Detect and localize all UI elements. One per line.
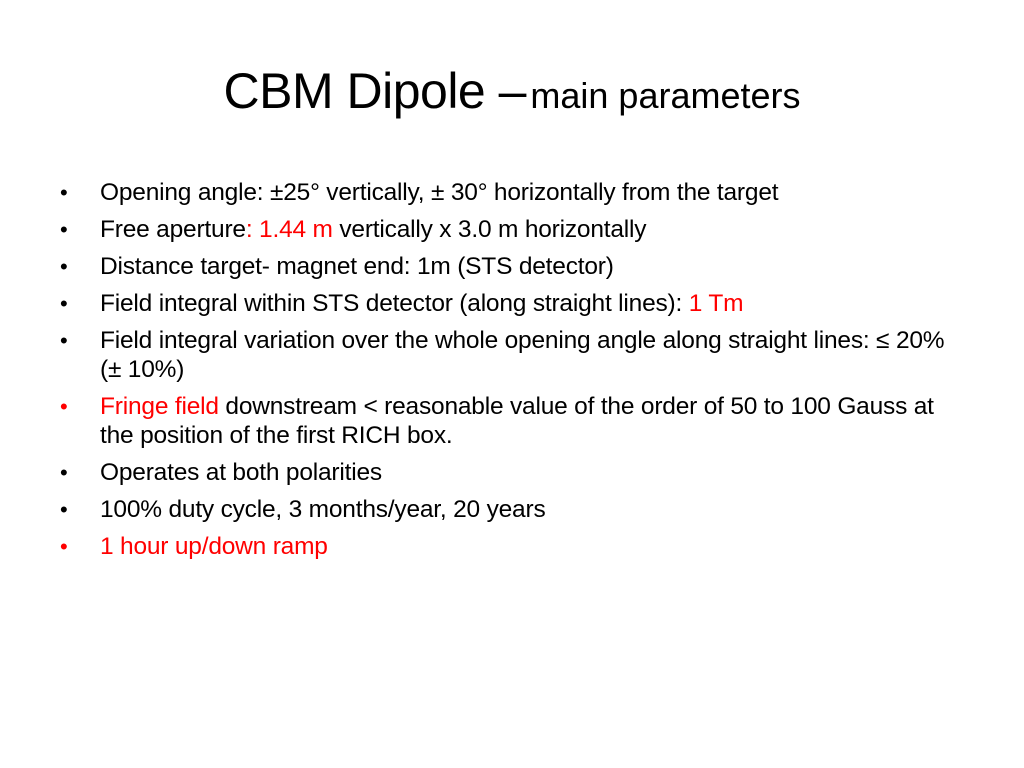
- title-main: CBM Dipole –: [223, 63, 526, 119]
- bullet-text: Field integral variation over the whole opening angle along straight lines: ≤ 20% (± 10%): [100, 327, 945, 383]
- bullet-field-integral-variation: [60, 326, 960, 384]
- bullet-distance-target: [60, 252, 960, 281]
- bullet-text: Field integral within STS detector (along straight lines):: [100, 290, 689, 317]
- bullet-highlight: : 1.44 m: [245, 216, 333, 243]
- title-subtitle: main parameters: [530, 75, 801, 116]
- bullet-icon: •: [60, 291, 68, 316]
- bullet-icon: •: [60, 180, 68, 205]
- bullet-icon: •: [60, 328, 68, 353]
- bullet-text: Distance target- magnet end: 1m (STS detector): [100, 253, 614, 280]
- bullet-text: 100% duty cycle, 3 months/year, 20 years: [100, 496, 546, 523]
- bullet-opening-angle: [60, 178, 960, 207]
- bullet-icon: •: [60, 217, 68, 242]
- bullet-polarities: [60, 458, 960, 487]
- bullet-icon: •: [60, 460, 68, 485]
- bullet-fringe-field: [60, 392, 960, 450]
- bullet-text-after: vertically x 3.0 m horizontally: [332, 216, 647, 243]
- slide-title: [0, 64, 1024, 119]
- bullet-highlight: 1 hour up/down ramp: [100, 533, 328, 560]
- bullet-highlight: 1 Tm: [688, 290, 744, 317]
- bullet-text: Opening angle: ±25° vertically, ± 30° horizontally from the target: [100, 179, 779, 206]
- bullet-text: Free aperture: [100, 216, 246, 243]
- bullet-ramp: [60, 532, 960, 561]
- bullet-text: Operates at both polarities: [100, 459, 382, 486]
- bullet-highlight: Fringe field: [100, 393, 219, 420]
- bullet-field-integral: [60, 289, 960, 318]
- parameter-list: [60, 178, 960, 569]
- bullet-duty-cycle: [60, 495, 960, 524]
- bullet-icon: •: [60, 497, 68, 522]
- bullet-icon: •: [60, 534, 68, 559]
- bullet-text-after: downstream < reasonable value of the order of 50 to 100 Gauss at the position of the first RICH box.: [100, 393, 934, 449]
- bullet-icon: •: [60, 254, 68, 279]
- bullet-icon: •: [60, 394, 68, 419]
- bullet-free-aperture: [60, 215, 960, 244]
